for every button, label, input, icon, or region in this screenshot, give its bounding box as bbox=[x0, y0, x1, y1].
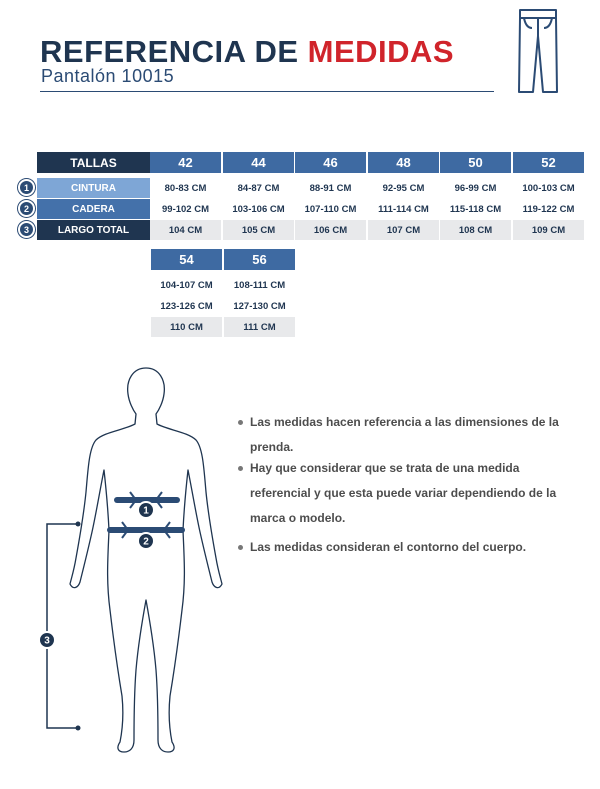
size-value-cell: 104-107 CM bbox=[151, 275, 222, 295]
sizes-header: TALLAS bbox=[37, 152, 150, 173]
size-header: 46 bbox=[295, 152, 366, 173]
marker-number: 2 bbox=[143, 536, 149, 548]
size-header: 54 bbox=[151, 249, 222, 270]
size-value-cell: 88-91 CM bbox=[295, 178, 366, 198]
size-table bbox=[0, 0, 600, 345]
page-subtitle: Pantalón 10015 bbox=[41, 66, 175, 86]
note-text: Las medidas consideran el contorno del cuerpo. bbox=[250, 540, 527, 554]
size-value-cell: 104 CM bbox=[150, 220, 221, 240]
size-value-cell: 127-130 CM bbox=[224, 296, 295, 316]
body-silhouette-icon bbox=[70, 368, 222, 752]
measure-marker bbox=[39, 632, 55, 648]
size-value-cell: 123-126 CM bbox=[151, 296, 222, 316]
size-value-cell: 108-111 CM bbox=[224, 275, 295, 295]
size-header: 42 bbox=[150, 152, 221, 173]
row-label: LARGO TOTAL bbox=[37, 220, 150, 240]
size-value-cell: 80-83 CM bbox=[150, 178, 221, 198]
marker-number: 3 bbox=[44, 635, 50, 647]
size-value-cell: 92-95 CM bbox=[368, 178, 439, 198]
size-value-cell: 99-102 CM bbox=[150, 199, 221, 219]
size-header: 48 bbox=[368, 152, 439, 173]
body-figure bbox=[0, 360, 600, 780]
note-text: Hay que considerar que se trata de una medida referencial y que esta puede variar dependiendo de la marca o modelo. bbox=[250, 461, 557, 525]
bracket-dot bbox=[76, 522, 81, 527]
row-label: CADERA bbox=[37, 199, 150, 219]
size-value-cell: 100-103 CM bbox=[513, 178, 584, 198]
marker-number: 1 bbox=[143, 505, 149, 517]
bracket-dot bbox=[76, 726, 81, 731]
size-value-cell: 115-118 CM bbox=[440, 199, 511, 219]
size-header: 44 bbox=[223, 152, 294, 173]
title-part1: REFERENCIA DE bbox=[40, 34, 308, 69]
size-header: 50 bbox=[440, 152, 511, 173]
size-value-cell: 110 CM bbox=[151, 317, 222, 337]
size-value-cell: 107-110 CM bbox=[295, 199, 366, 219]
row-number-badge: 3 bbox=[18, 221, 35, 238]
row-number-badge: 1 bbox=[18, 179, 35, 196]
size-value-cell: 111 CM bbox=[224, 317, 295, 337]
length-bracket bbox=[47, 524, 78, 728]
size-value-cell: 84-87 CM bbox=[223, 178, 294, 198]
size-value-cell: 106 CM bbox=[295, 220, 366, 240]
size-header: 56 bbox=[224, 249, 295, 270]
size-value-cell: 109 CM bbox=[513, 220, 584, 240]
size-value-cell: 105 CM bbox=[223, 220, 294, 240]
size-value-cell: 111-114 CM bbox=[368, 199, 439, 219]
size-value-cell: 103-106 CM bbox=[223, 199, 294, 219]
measure-marker bbox=[138, 533, 154, 549]
size-value-cell: 96-99 CM bbox=[440, 178, 511, 198]
title-part2: MEDIDAS bbox=[307, 34, 455, 69]
size-value-cell: 119-122 CM bbox=[513, 199, 584, 219]
note-text: Las medidas hacen referencia a las dimensiones de la prenda. bbox=[250, 415, 559, 454]
size-value-cell: 107 CM bbox=[368, 220, 439, 240]
row-number-badge: 2 bbox=[18, 200, 35, 217]
row-label: CINTURA bbox=[37, 178, 150, 198]
size-value-cell: 108 CM bbox=[440, 220, 511, 240]
measure-marker bbox=[138, 502, 154, 518]
size-header: 52 bbox=[513, 152, 584, 173]
